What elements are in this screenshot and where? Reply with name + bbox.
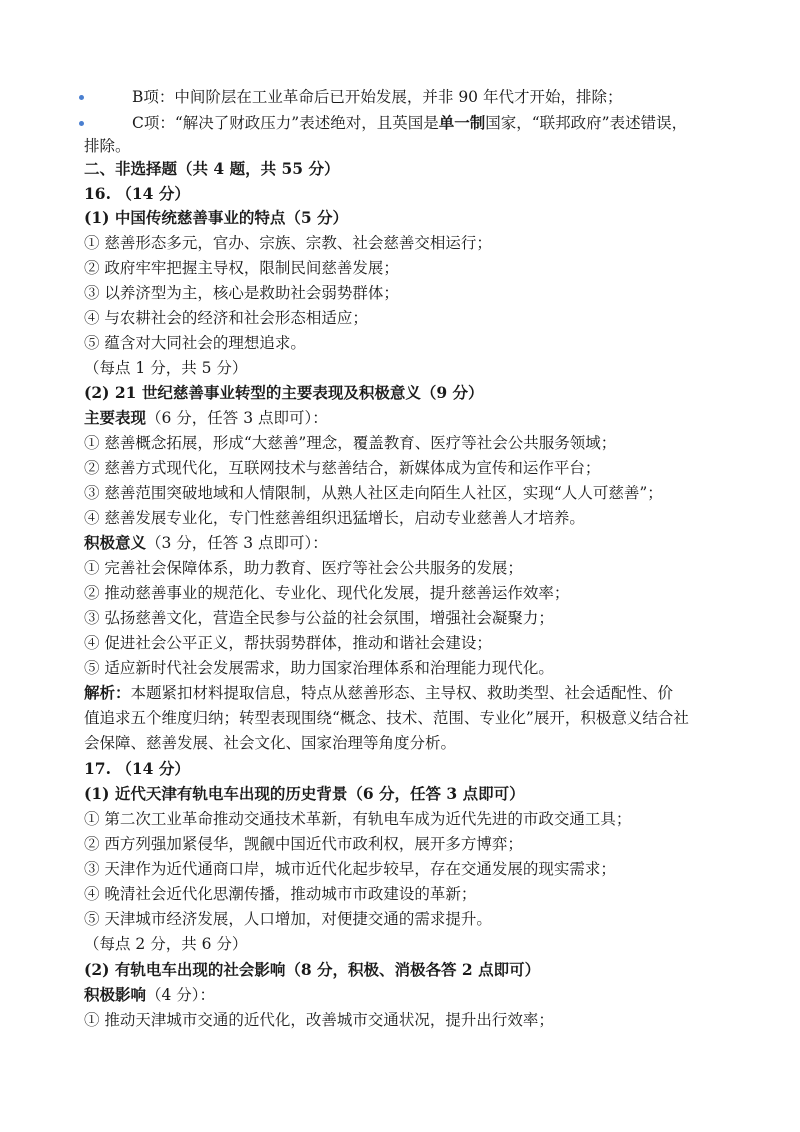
list-item: ⑤ 蕴含对大同社会的理想追求。 — [84, 334, 306, 352]
list-item: ③ 天津作为近代通商口岸，城市近代化起步较早，存在交通发展的现实需求； — [84, 860, 616, 878]
positive-significance-label — [84, 532, 724, 554]
list-item: ① 慈善形态多元，官办、宗族、宗教、社会慈善交相运行； — [84, 234, 492, 252]
analysis-text: 本题紧扣材料提取信息，特点从慈善形态、主导权、救助类型、社会适配性、价 — [130, 684, 674, 702]
list-item: ④ 与农耕社会的经济和社会形态相适应； — [84, 309, 368, 327]
score-note: （每点 1 分，共 5 分） — [84, 359, 248, 377]
section-title: 二、非选择题（共 4 题，共 55 分） — [84, 159, 340, 178]
bullet-icon — [79, 121, 84, 126]
list-item: ④ 促进社会公平正义，帮扶弱势群体，推动和谐社会建设； — [84, 634, 492, 652]
analysis-line: 会保障、慈善发展、社会文化、国家治理等角度分析。 — [84, 734, 457, 752]
label-note: （4 分）： — [146, 986, 216, 1004]
list-item: ② 慈善方式现代化，互联网技术与慈善结合，新媒体成为宣传和运作平台； — [84, 459, 601, 477]
analysis-label: 解析： — [84, 683, 131, 702]
score-note: （每点 2 分，共 6 分） — [84, 935, 248, 953]
list-item: ④ 慈善发展专业化，专门性慈善组织迅猛增长，启动专业慈善人才培养。 — [84, 509, 585, 527]
bullet-text-part: C项：“解决了财政压力”表述绝对，且英国是 — [132, 114, 439, 132]
q16-part2-heading: (2) 21 世纪慈善事业转型的主要表现及积极意义（9 分） — [84, 383, 484, 402]
list-item: ① 推动天津城市交通的近代化，改善城市交通状况，提升出行效率； — [84, 1011, 554, 1029]
list-item: ② 推动慈善事业的规范化、专业化、现代化发展，提升慈善运作效率； — [84, 584, 570, 602]
list-item: ③ 慈善范围突破地域和人情限制，从熟人社区走向陌生人社区，实现“人人可慈善”； — [84, 484, 663, 502]
list-item: ⑤ 适应新时代社会发展需求，助力国家治理体系和治理能力现代化。 — [84, 659, 554, 677]
label-bold: 积极影响 — [84, 985, 147, 1004]
positive-impact-label — [84, 984, 724, 1006]
list-item: ① 完善社会保障体系，助力教育、医疗等社会公共服务的发展； — [84, 559, 523, 577]
bullet-text: B项：中间阶层在工业革命后已开始发展，并非 90 年代才开始，排除； — [132, 88, 623, 106]
bullet-text-part: 国家，“联邦政府”表述错误， — [485, 114, 688, 132]
label-note: （3 分，任答 3 点即可）： — [146, 534, 328, 552]
list-item: ② 政府牢牢把握主导权，限制民间慈善发展； — [84, 259, 399, 277]
bullet-continuation: 排除。 — [84, 137, 131, 155]
analysis-line — [84, 682, 724, 704]
bullet-icon — [79, 95, 84, 100]
q16-part1-heading: (1) 中国传统慈善事业的特点（5 分） — [84, 208, 349, 227]
analysis-line: 值追求五个维度归纳；转型表现围绕“概念、技术、范围、专业化”展开，积极意义结合社 — [84, 709, 689, 727]
label-note: （6 分，任答 3 点即可）： — [146, 409, 328, 427]
question-17-title: 17. （14 分） — [84, 759, 190, 778]
list-item: ③ 以养济型为主，核心是救助社会弱势群体； — [84, 284, 399, 302]
question-16-title: 16. （14 分） — [84, 184, 190, 203]
list-item: ⑤ 天津城市经济发展，人口增加，对便捷交通的需求提升。 — [84, 910, 492, 928]
q17-part1-heading: (1) 近代天津有轨电车出现的历史背景（6 分，任答 3 点即可） — [84, 784, 525, 803]
list-item: ③ 弘扬慈善文化，营造全民参与公益的社会氛围，增强社会凝聚力； — [84, 609, 554, 627]
main-performance-label — [84, 407, 724, 429]
label-bold: 主要表现 — [84, 408, 147, 427]
bullet-text-bold: 单一制 — [438, 113, 486, 132]
list-item: ② 西方列强加紧侵华，觊觎中国近代市政利权，展开多方博弈； — [84, 835, 523, 853]
list-item: ① 第二次工业革命推动交通技术革新，有轨电车成为近代先进的市政交通工具； — [84, 810, 632, 828]
list-item: ① 慈善概念拓展，形成“大慈善”理念，覆盖教育、医疗等社会公共服务领域； — [84, 434, 617, 452]
bullet-text — [132, 112, 687, 134]
label-bold: 积极意义 — [84, 533, 147, 552]
q17-part2-heading: (2) 有轨电车出现的社会影响（8 分，积极、消极各答 2 点即可） — [84, 960, 541, 979]
list-item: ④ 晚清社会近代化思潮传播，推动城市市政建设的革新； — [84, 885, 477, 903]
